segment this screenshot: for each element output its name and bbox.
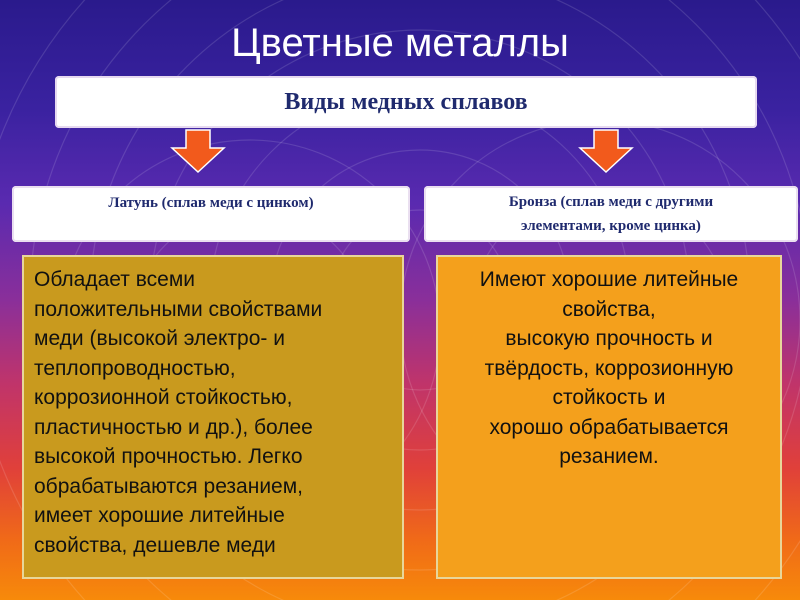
brass-text-line: высокой прочностью. Легко [34, 445, 303, 468]
bronze-label [509, 190, 713, 238]
bronze-properties-box [436, 255, 782, 579]
slide-title: Цветные металлы [231, 21, 569, 65]
brass-text-line: меди (высокой электро- и [34, 327, 285, 350]
brass-text-line: имеет хорошие литейные [34, 504, 285, 527]
brass-text-line: пластичностью и др.), более [34, 415, 313, 439]
bronze-text-line: хорошо обрабатывается [489, 415, 729, 439]
bronze-text-line: твёрдость, коррозионную [484, 356, 734, 380]
brass-text-line: обрабатываются резанием, [34, 474, 304, 498]
bronze-text-line: свойства, [562, 297, 656, 321]
brass-text-line: положительными свойствами [34, 297, 323, 321]
brass-text-line: коррозионной стойкостью, [34, 386, 293, 409]
brass-label: Латунь (сплав меди с цинком) [108, 195, 314, 211]
brass-label-box [12, 186, 410, 242]
brass-text-line: свойства, дешевле меди [34, 533, 276, 557]
bronze-label-line: элементами, кроме цинка) [521, 218, 701, 234]
subtitle-box [55, 76, 757, 128]
bronze-text-line: резанием. [559, 445, 659, 468]
subtitle-text: Виды медных сплавов [284, 88, 528, 115]
bronze-text-line: Имеют хорошие литейные [479, 268, 739, 291]
bronze-text-line: стойкость и [552, 386, 666, 409]
brass-text-line: теплопроводностью, [34, 356, 236, 380]
bronze-label-line: Бронза (сплав меди с другими [508, 194, 714, 210]
brass-properties-box [22, 255, 404, 579]
brass-text-line: Обладает всеми [34, 268, 195, 291]
arrow-down-icon [170, 128, 226, 174]
arrow-down-icon [578, 128, 634, 174]
bronze-label-box [424, 186, 798, 242]
bronze-text-line: высокую прочность и [505, 327, 713, 350]
